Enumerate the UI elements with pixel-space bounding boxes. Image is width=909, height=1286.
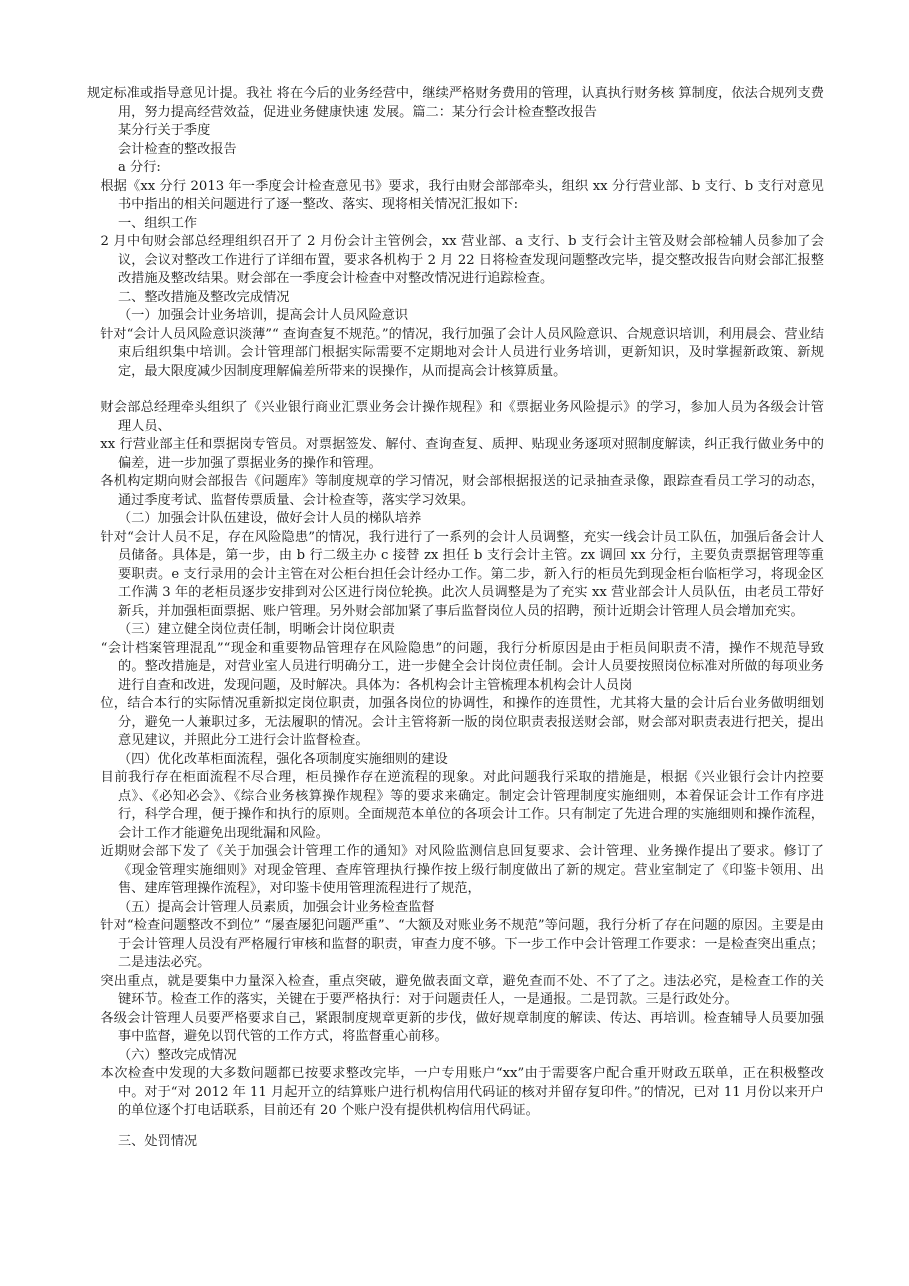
paragraph: 三、处罚情况	[118, 1133, 198, 1149]
paragraph: “会计档案管理混乱”“现金和重要物品管理存在风险隐患”的问题，我行分析原因是由于柜员间职责不清，操作不规范导致的。整改措施是，对营业室人员进行明确分工，进一步健全会计岗位责任制。会计人员要按照岗位标准对所做的每项业务进行自查和改进，发现问题，及时解决。具体为：各机构会计主管梳理本机构会计人员岗	[87, 640, 824, 693]
paragraph: 各机构定期向财会部报告《问题库》等制度规章的学习情况，财会部根据报送的记录抽查录像，跟踪查看员工学习的动态，通过季度考试、监督传票质量、会计检查等，落实学习效果。	[87, 474, 824, 508]
paragraph: 位，结合本行的实际情况重新拟定岗位职责，加强各岗位的协调性，和操作的连贯性，尤其将大量的会计后台业务做明细划分，避免一人兼职过多，无法履职的情况。会计主管将新一版的岗位职责表报送财会部，财会部对职责表进行把关，提出意见建议，并照此分工进行会计监督检查。	[87, 696, 824, 748]
paragraph: 针对“检查问题整改不到位” “屡查屡犯问题严重”、“大额及对账业务不规范”等问题，我行分析了存在问题的原因。主要是由于会计管理人员没有严格履行审核和监督的职责，审查力度不够。下一步工作中会计管理工作要求：一是检查突出重点；二是违法必究。	[87, 918, 824, 970]
paragraph: 2 月中旬财会部总经理组织召开了 2 月份会计主管例会，xx 营业部、a 支行、b 支行会计主管及财会部检辅人员参加了会议，会议对整改工作进行了详细布置，要求各机构于 2 月 22 日将检查发现问题整改完毕，提交整改报告向财会部汇报整改措施及整改结果。财会部在一季度会计检查中对整改情况进行追踪检查。	[87, 234, 824, 286]
paragraph: （三）建立健全岗位责任制，明晰会计岗位职责	[118, 622, 395, 637]
document-body	[87, 85, 824, 1151]
paragraph: 各级会计管理人员要严格要求自己，紧跟制度规章更新的步伐，做好规章制度的解读、传达、再培训。检查辅导人员要加强事中监督，避免以罚代管的工作方式，将监督重心前移。	[87, 1010, 824, 1044]
paragraph: 二、整改措施及整改完成情况	[118, 289, 290, 305]
paragraph: 根据《xx 分行 2013 年一季度会计检查意见书》要求，我行由财会部部牵头，组织 xx 分行营业部、b 支行、b 支行对意见书中指出的相关问题进行了逐一整改、落实、现将相关情况汇报如下:	[87, 178, 824, 212]
paragraph: 针对“会计人员风险意识淡薄”“ 查询查复不规范。”的情况，我行加强了会计人员风险意识、合规意识培训，利用晨会、营业结束后组织集中培训。会计管理部门根据实际需要不定期地对会计人员进行业务培训，更新知识，及时掌握新政策、新规定，最大限度减少因制度理解偏差所带来的误操作，从而提高会计核算质量。	[87, 326, 824, 379]
paragraph: 会计检查的整改报告	[118, 141, 237, 157]
paragraph: （五）提高会计管理人员素质，加强会计业务检查监督	[118, 899, 435, 915]
paragraph: 本次检查中发现的大多数问题都已按要求整改完毕，一户专用账户“xx”由于需要客户配合重开财政五联单，正在积极整改中。对于“对 2012 年 11 月起开立的结算账户进行机构信用代码证的核对并留存复印件。”的情况，已对 11 月份以来开户的单位逐个打电话联系，目前还有 20 个账户没有提供机构信用代码证。	[87, 1066, 824, 1118]
paragraph: 一、组织工作	[118, 215, 198, 231]
paragraph: （六）整改完成情况	[118, 1047, 237, 1063]
paragraph: 财会部总经理牵头组织了《兴业银行商业汇票业务会计操作规程》和《票据业务风险提示》的学习，参加人员为各级会计管理人员、	[87, 400, 824, 434]
paragraph: （四）优化改革柜面流程，强化各项制度实施细则的建设	[118, 751, 448, 767]
paragraph: 针对“会计人员不足，存在风险隐患”的情况，我行进行了一系列的会计人员调整，充实一线会计员工队伍，加强后备会计人员储备。具体是，第一步，由 b 行二级主办 c 接替 zx 担任 b 支行会计主管。zx 调回 xx 分行，主要负责票据管理等重要职责。e 支行录用的会计主管在对公柜台担任会计经办工作。第二步，新入行的柜员先到现金柜台临柜学习，将现金区工作满 3 年的老柜员逐步安排到对公区进行岗位轮换。此次人员调整是为了充实 xx 营业部会计人员队伍，由老员工带好新兵，并加强柜面票据、账户管理。另外财会部加紧了事后监督岗位人员的招聘，预计近期会计管理人员会增加充实。	[87, 529, 824, 619]
paragraph: 突出重点，就是要集中力量深入检查，重点突破，避免做表面文章，避免查而不处、不了了之。违法必究，是检查工作的关键环节。检查工作的落实，关键在于要严格执行：对于问题责任人，一是通报。二是罚款。三是行政处分。	[87, 973, 824, 1007]
paragraph: 规定标准或指导意见计提。我社 将在今后的业务经营中，继续严格财务费用的管理，认真执行财务核 算制度，依法合规列支费用，努力提高经营效益，促进业务健康快速 发展。篇二：某分行会计检查整改报告	[87, 86, 824, 120]
paragraph: 近期财会部下发了《关于加强会计管理工作的通知》对风险监测信息回复要求、会计管理、业务操作提出了要求。修订了《现金管理实施细则》对现金管理、查库管理执行操作按上级行制度做出了新的规定。营业室制定了《印鉴卡领用、出售、建库管理操作流程》，对印鉴卡使用管理流程进行了规范，	[87, 844, 824, 896]
paragraph: 某分行关于季度	[118, 123, 211, 138]
paragraph: （二）加强会计队伍建设，做好会计人员的梯队培养	[118, 511, 422, 526]
spacer	[118, 381, 824, 399]
paragraph: 目前我行存在柜面流程不尽合理，柜员操作存在逆流程的现象。对此问题我行采取的措施是，根据《兴业银行会计内控要点》、《必知必会》、《综合业务核算操作规程》等的要求来确定。制定会计管理制度实施细则，本着保证会计工作有序进行，科学合理，便于操作和执行的原则。全面规范本单位的各项会计工作。只有制定了先进合理的实施细则和操作流程，会计工作才能避免出现纰漏和风险。	[87, 770, 824, 841]
paragraph: a 分行:	[118, 160, 161, 175]
paragraph: xx 行营业部主任和票据岗专管员。对票据签发、解付、查询查复、质押、贴现业务逐项对照制度解读，纠正我行做业务中的偏差，进一步加强了票据业务的操作和管理。	[87, 437, 824, 471]
paragraph: （一）加强会计业务培训，提高会计人员风险意识	[118, 308, 409, 323]
